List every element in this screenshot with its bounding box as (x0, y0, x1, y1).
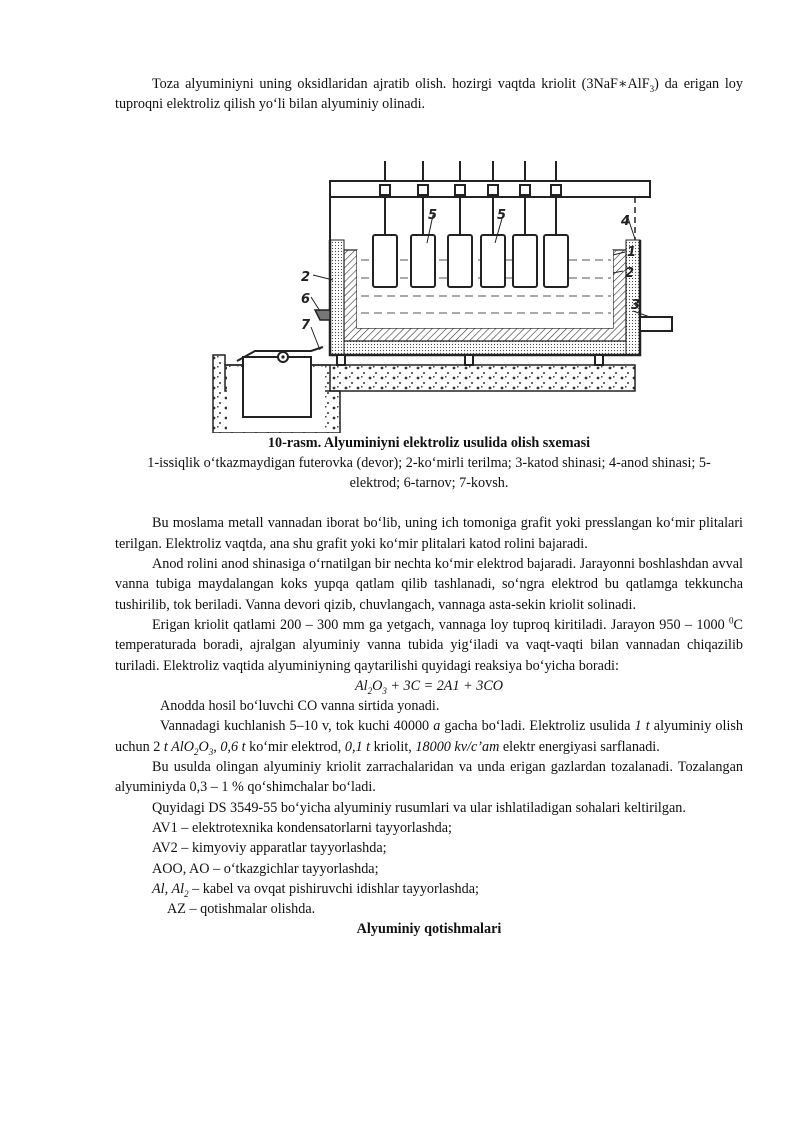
list-item-av1: AV1 – elektrotexnika kondensatorlarni tayyorlashda; (152, 819, 452, 836)
label-3: 3 (631, 297, 641, 313)
paragraph-6: Bu usulda olingan alyuminiy kriolit zarrachalaridan va unda erigan gazlardan tozalanadi. Tozalangan alyuminiyda 0,3 – 1 % qo‘shimchalar bo‘ladi. (115, 759, 743, 796)
label-7: 7 (301, 317, 311, 333)
paragraph-5: Vannadagi kuchlanish 5–10 v, tok kuchi 40000 a gacha bo‘ladi. Elektroliz usulida 1 t alyuminiy olish uchun 2 t $AlO_2O_3$, 0,6 t ko‘mir elektrod, 0,1 t kriolit, 18000 kv/c’am elektr energiyasi sarflanadi. (115, 718, 744, 757)
paragraph-3: Erigan kriolit qatlami 200 – 300 mm ga yetgach, vannaga loy tuproq kiritiladi. Jarayon 950 – 1000 $^0$C temperaturada boradi, ajralgan alyuminiy vanna tubida yig‘iladi va vaqt-vaqti bilan vannadan chiqazilib turiladi. Elektroliz vaqtida alyuminiyning qaytarilishi quyidagi reaksiya bo‘yicha boradi: (115, 615, 743, 674)
list-item-aoo: AOO, AO – o‘tkazgichlar tayyorlashda; (152, 860, 379, 877)
tap-trough (315, 310, 330, 320)
list-item-al: Al, $Al_2$ – kabel va ovqat pishiruvchi idishlar tayyorlashda; (152, 880, 479, 899)
figure-caption-title: 10-rasm. Alyuminiyni elektroliz usulida olish sxemasi (267, 434, 591, 451)
label-5a: 5 (428, 207, 438, 223)
label-4: 4 (621, 213, 631, 229)
electrolysis-scheme-drawing (115, 115, 743, 433)
paragraph-2: Anod rolini anod shinasiga o‘rnatilgan bir nechta ko‘mir elektrod bajaradi. Jarayonni boshlashdan avval vanna tubiga maydalangan koks yupqa qatlam qilib tashlanadi, so‘ngra elektrod bu qatlamga tekkuncha tushirilib, tok beriladi. Vanna devori qizib, chuvlangach, vannaga asta-sekin kriolit solinadi. (115, 556, 743, 613)
label-6: 6 (301, 291, 311, 307)
label-2b: 2 (625, 265, 635, 281)
electrode-rods (385, 197, 556, 235)
intro-paragraph: Toza alyuminiyni uning oksidlaridan ajratib olish. hozirgi vaqtda kriolit (3NaF∗AlF$_3$) da erigan loy tuproqni elektroliz qilish yo‘li bilan alyuminiy olinadi. (115, 76, 743, 113)
ladle (243, 357, 311, 417)
label-5b: 5 (497, 207, 507, 223)
section-heading: Alyuminiy qotishmalari (356, 921, 502, 938)
electrolysis-diagram (115, 115, 743, 433)
paragraph-1: Bu moslama metall vannadan iborat bo‘lib, uning ich tomoniga grafit yoki presslangan ko‘mir plitalari terilgan. Elektroliz vaqtda, ana shu grafit yoki ko‘mir plitalari katod rolini bajaradi. (115, 515, 743, 552)
label-2a: 2 (301, 269, 311, 285)
figure-caption-legend: 1-issiqlik o‘tkazmaydigan futerovka (devor); 2-ko‘mirli terilma; 3-katod shinasi; 4-anod shinasi; 5-elektrod; 6-tarnov; 7-kovsh. (147, 454, 711, 492)
label-1: 1 (627, 244, 637, 260)
reaction-formula: $Al_2O_3 + 3C = 2A1 + 3CO$ (354, 677, 504, 696)
list-item-av2: AV2 – kimyoviy apparatlar tayyorlashda; (152, 840, 387, 857)
list-item-az: AZ – qotishmalar olishda. (167, 901, 316, 918)
paragraph-7: Quyidagi DS 3549-55 bo‘yicha alyuminiy rusumlari va ular ishlatiladigan sohalari keltirilgan. (152, 799, 686, 816)
paragraph-4: Anodda hosil bo‘luvchi CO vanna sirtida yonadi. (160, 698, 440, 715)
document-page (115, 74, 743, 940)
cathode-bus (640, 317, 672, 331)
